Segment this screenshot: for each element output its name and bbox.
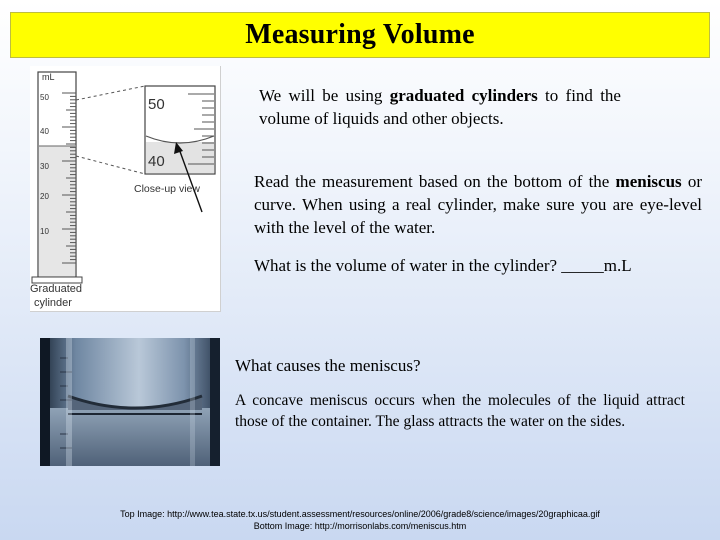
meniscus-term: meniscus <box>615 172 682 191</box>
intro-text-start: We will be using <box>259 86 390 105</box>
scale-label-20: 20 <box>40 192 49 201</box>
cylinder-caption-line1: Graduated <box>30 283 82 295</box>
top-image-credit: Top Image: http://www.tea.state.tx.us/student.assessment/resources/online/2006/grade8/science/images/20graphicaa.gif <box>120 509 600 519</box>
unit-label: mL <box>42 72 55 82</box>
meniscus-cause-question: What causes the meniscus? <box>235 356 421 375</box>
meniscus-cause-answer: A concave meniscus occurs when the molecules of the liquid attract those of the container. The glass attracts the water on the sides. <box>235 392 685 430</box>
graduated-cylinder-figure <box>30 66 221 312</box>
meniscus-instruction-paragraph <box>254 170 702 239</box>
title-bar <box>10 12 710 58</box>
intro-bold-term: graduated cylinders <box>389 86 538 105</box>
instruction-text-end: or curve. When using a real cylinder, make sure you are eye-level with the level of the water. <box>254 172 702 237</box>
closeup-label-40: 40 <box>148 153 165 170</box>
scale-label-10: 10 <box>40 227 49 236</box>
volume-question: What is the volume of water in the cylinder? _____m.L <box>254 256 632 275</box>
scale-label-40: 40 <box>40 127 49 136</box>
page-title: Measuring Volume <box>245 19 475 50</box>
instruction-text-start: Read the measurement based on the bottom of the <box>254 172 616 191</box>
intro-paragraph <box>259 84 621 130</box>
bottom-image-credit: Bottom Image: http://morrisonlabs.com/meniscus.htm <box>253 521 467 531</box>
scale-label-30: 30 <box>40 162 49 171</box>
closeup-caption: Close-up view <box>134 183 200 195</box>
closeup-label-50: 50 <box>148 96 165 113</box>
image-credits <box>0 508 720 532</box>
meniscus-photo <box>40 338 220 466</box>
meniscus-photo-drawing <box>40 338 220 466</box>
graduated-cylinder-diagram <box>30 66 220 311</box>
cylinder-caption-line2: cylinder <box>34 297 72 309</box>
scale-label-50: 50 <box>40 93 49 102</box>
intro-text-end: to find the volume of liquids and other objects. <box>259 86 621 128</box>
